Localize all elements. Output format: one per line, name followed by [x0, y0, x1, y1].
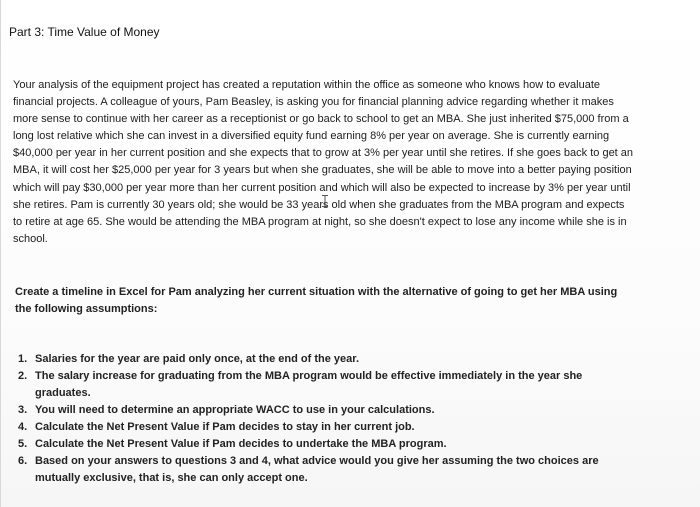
- assumptions-list: [18, 351, 633, 487]
- list-item-number: 4.: [18, 421, 28, 433]
- list-item-text: Based on your answers to questions 3 and 4, what advice would you give her assuming the two choices are mutually exclusive, that is, she can only accept one.: [35, 455, 599, 484]
- list-item-number: 5.: [18, 438, 28, 450]
- list-item: [18, 402, 633, 419]
- list-item-text: Calculate the Net Present Value if Pam decides to undertake the MBA program.: [35, 438, 447, 450]
- list-item-number: 2.: [18, 370, 28, 382]
- list-item-number: 3.: [18, 404, 28, 416]
- list-item-text: Salaries for the year are paid only once, at the end of the year.: [35, 353, 360, 365]
- list-item: [18, 351, 633, 368]
- intro-paragraph: Your analysis of the equipment project has created a reputation within the office as someone who knows how to evaluate financial projects. A colleague of yours, Pam Beasley, is asking you for financial planning advice regarding whether it makes more sense to continue with her career as a receptionist or go back to school to get an MBA. She just inherited $75,000 from a long lost relative which she can invest in a diversified equity fund earning 8% per year on average. She is currently earning $40,000 per year in her current position and she expects that to grow at 3% per year until she retires. If she goes back to get an MBA, it will cost her $25,000 per year for 3 years but when she graduates, she will be able to move into a better paying position which will pay $30,000 per year more than her current position and which will also be expected to increase by 3% per year until she retires. Pam is currently 30 years old; she would be 33 years old when she graduates from the MBA program and expects to retire at age 65. She would be attending the MBA program at night, so she doesn't expect to lose any income while she is in school.: [13, 79, 634, 245]
- list-item: [18, 419, 633, 436]
- task-instructions: Create a timeline in Excel for Pam analyzing her current situation with the alternative of going to get her MBA using the following assumptions:: [15, 286, 618, 315]
- list-item: [18, 453, 633, 487]
- list-item: [18, 436, 633, 453]
- list-item: [18, 368, 633, 402]
- list-item-number: 6.: [18, 455, 28, 467]
- list-item-text: The salary increase for graduating from the MBA program would be effective immediately in the year she graduates.: [35, 370, 583, 399]
- page-title: Part 3: Time Value of Money: [9, 25, 160, 39]
- list-item-text: Calculate the Net Present Value if Pam decides to stay in her current job.: [35, 421, 415, 433]
- text-cursor-icon: [321, 195, 329, 207]
- list-item-text: You will need to determine an appropriate WACC to use in your calculations.: [35, 404, 435, 416]
- list-item-number: 1.: [18, 353, 28, 365]
